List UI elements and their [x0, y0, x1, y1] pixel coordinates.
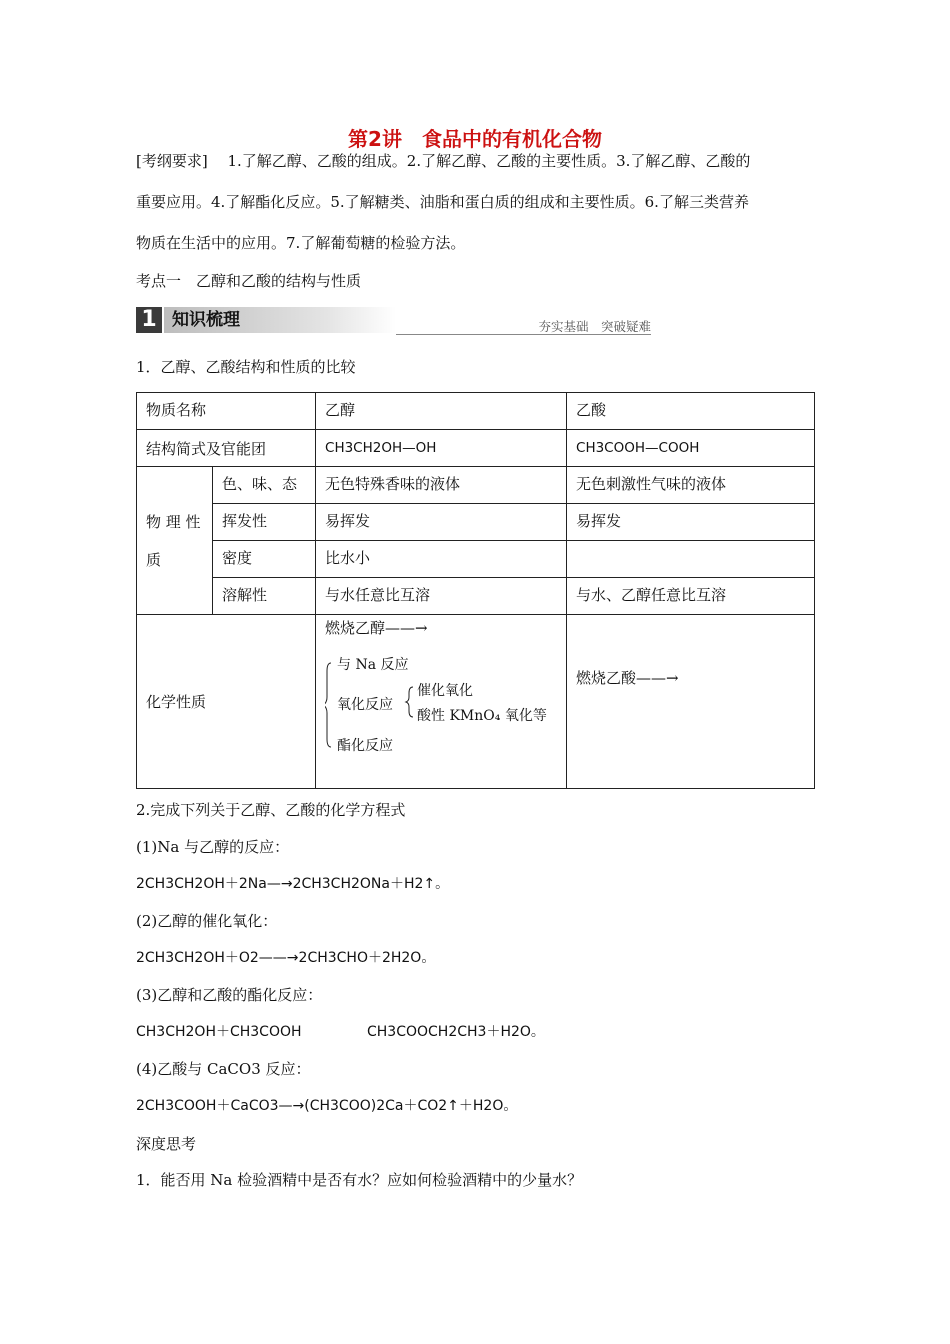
chemical-acid-cell	[567, 615, 815, 789]
chemical-ethanol-diagram	[325, 617, 557, 785]
physical-acid-value: 易挥发	[567, 504, 815, 541]
header-cell-name: 物质名称	[137, 393, 316, 430]
ethanol-with-na: 与 Na 反应	[337, 657, 409, 673]
ethanol-esterification: 酯化反应	[337, 738, 394, 754]
header-cell-acid: 乙酸	[567, 393, 815, 430]
ethanol-oxidation: 氧化反应	[337, 697, 394, 713]
knowledge-banner	[136, 305, 651, 335]
table-row	[137, 541, 815, 578]
structure-label: 结构简式及官能团	[137, 430, 316, 467]
eq3-left: CH3CH2OH＋CH3COOH	[136, 1024, 302, 1040]
physical-ethanol-value: 比水小	[316, 541, 567, 578]
ethanol-burn: 燃烧乙醇——→	[325, 619, 428, 637]
section-heading: 考点一 乙醇和乙酸的结构与性质	[136, 272, 362, 290]
comparison-table	[136, 392, 815, 789]
acid-burn: 燃烧乙酸——→	[576, 669, 679, 687]
table-row	[137, 504, 815, 541]
table-row	[137, 393, 815, 430]
physical-ethanol-value: 无色特殊香味的液体	[316, 467, 567, 504]
table-row	[137, 578, 815, 615]
syllabus-line-1: [考纲要求] 1.了解乙醇、乙酸的组成。2.了解乙醇、乙酸的主要性质。3.了解乙醇、乙酸的	[136, 152, 751, 170]
q1-heading: 1．乙醇、乙酸结构和性质的比较	[136, 358, 356, 376]
physical-ethanol-value: 与水任意比互溶	[316, 578, 567, 615]
eq3-label: (3)乙醇和乙酸的酯化反应：	[136, 986, 323, 1004]
physical-prop-label: 密度	[213, 541, 316, 578]
table-row	[137, 615, 815, 789]
physical-ethanol-value: 易挥发	[316, 504, 567, 541]
physical-prop-label: 色、味、态	[213, 467, 316, 504]
table-row	[137, 467, 815, 504]
ethanol-catalytic-oxidation: 催化氧化	[417, 683, 474, 699]
table-row	[137, 430, 815, 467]
structure-acid: CH3COOH—COOH	[567, 430, 815, 467]
chemical-label: 化学性质	[137, 615, 316, 789]
physical-acid-value	[567, 541, 815, 578]
structure-ethanol: CH3CH2OH—OH	[316, 430, 567, 467]
deep-question-1: 1．能否用 Na 检验酒精中是否有水？应如何检验酒精中的少量水？	[136, 1171, 583, 1189]
banner-subtitle: 夯实基础 突破疑难	[538, 319, 651, 334]
physical-prop-label: 挥发性	[213, 504, 316, 541]
syllabus-line-3: 物质在生活中的应用。7.了解葡萄糖的检验方法。	[136, 234, 466, 252]
eq3-right: CH3COOCH2CH3＋H2O。	[367, 1024, 545, 1040]
page-title: 第2讲 食品中的有机化合物	[348, 127, 602, 151]
eq4-label: (4)乙酸与 CaCO3 反应：	[136, 1060, 311, 1078]
physical-group-text: 物 理 性 质	[146, 512, 201, 569]
syllabus-line-2: 重要应用。4.了解酯化反应。5.了解糖类、油脂和蛋白质的组成和主要性质。6.了解三类营养	[136, 193, 749, 211]
chemical-ethanol-cell	[316, 615, 567, 789]
physical-acid-value: 与水、乙醇任意比互溶	[567, 578, 815, 615]
banner-number: 1	[136, 307, 162, 333]
physical-group-label	[137, 467, 213, 615]
eq4: 2CH3COOH＋CaCO3—→(CH3COO)2Ca＋CO2↑＋H2O。	[136, 1098, 518, 1114]
physical-prop-label: 溶解性	[213, 578, 316, 615]
header-cell-ethanol: 乙醇	[316, 393, 567, 430]
eq2-label: (2)乙醇的催化氧化：	[136, 912, 278, 930]
ethanol-kmno4-oxidation: 酸性 KMnO₄ 氧化等	[417, 708, 547, 724]
q2-heading: 2.完成下列关于乙醇、乙酸的化学方程式	[136, 801, 406, 819]
eq2: 2CH3CH2OH＋O2——→2CH3CHO＋2H2O。	[136, 950, 436, 966]
physical-acid-value: 无色刺激性气味的液体	[567, 467, 815, 504]
eq1-label: (1)Na 与乙醇的反应：	[136, 838, 290, 856]
deep-thinking-heading: 深度思考	[136, 1135, 197, 1153]
eq1: 2CH3CH2OH＋2Na—→2CH3CH2ONa＋H2↑。	[136, 876, 450, 892]
banner-title: 知识梳理	[164, 307, 396, 333]
